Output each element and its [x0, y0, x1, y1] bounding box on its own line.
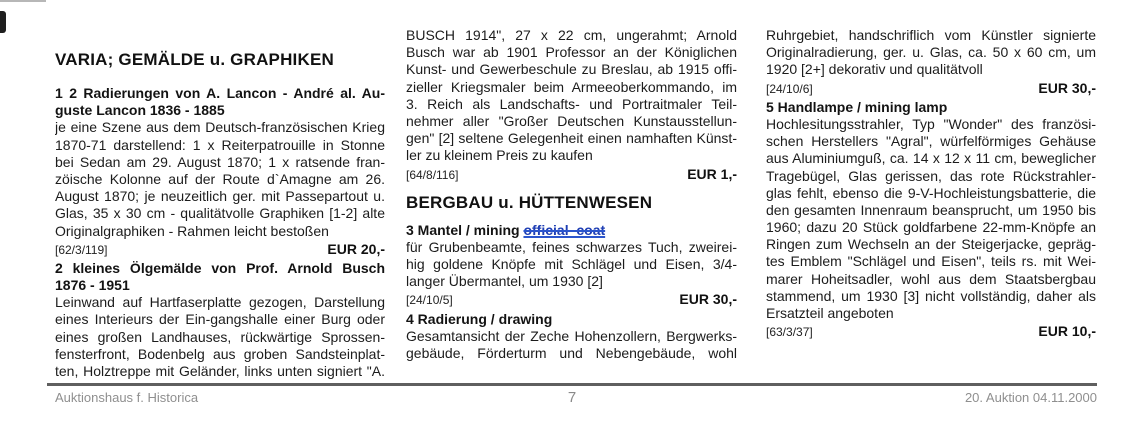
- body-line: ten, Holztreppe mit Geländer, links unten signiert "A.: [55, 363, 385, 379]
- item-title: [766, 99, 1096, 116]
- body-line: Leinwand auf Hartfaserplatte gezogen, Darstellung: [55, 294, 385, 311]
- item-description: [406, 328, 737, 362]
- ref-price-row: [55, 241, 385, 258]
- footer-page-number: 7: [567, 389, 577, 406]
- body-line: langer Übermantel, um 1930 [2]: [406, 273, 603, 290]
- footer-publisher: Auktionshaus f. Historica: [55, 390, 199, 405]
- body-line: tes Emblem "Schlägel und Eisen", teils rs. mit Wei-: [766, 253, 1096, 270]
- lot-ref-code: [24/10/6]: [766, 81, 813, 96]
- footer-rule: [47, 383, 1097, 386]
- body-line: nehmer aller "Großer Deutschen Kunstausstellun-: [406, 112, 737, 129]
- item-description: [766, 116, 1096, 322]
- item-description: [766, 27, 1096, 79]
- item-description: [55, 294, 385, 380]
- body-line: 1960; dazu 20 Stück goldfarbene 22-mm-Knöpfe an: [766, 219, 1096, 236]
- body-line: eines Interieurs der Ein-gangshalle einer Burg oder: [55, 311, 385, 328]
- body-line: BUSCH 1914", 27 x 22 cm, ungerahmt; Arnold: [406, 27, 737, 43]
- lot-price: EUR 30,-: [1038, 79, 1096, 96]
- lot-price: EUR 20,-: [327, 240, 385, 257]
- body-line: fensterfront, Bodenbelg aus groben Sandsteinplat-: [55, 345, 385, 362]
- item-title: [55, 85, 385, 119]
- body-line: aus Aluminiumguß, ca. 14 x 12 x 11 cm, beweglicher: [766, 150, 1096, 167]
- item-title-line: 2 kleines Ölgemälde von Prof. Arnold Busch: [55, 259, 385, 276]
- body-line: Hochlesitungsstrahler, Typ "Wonder" des französi-: [766, 115, 1096, 132]
- item-description: [55, 119, 385, 239]
- body-line: je eine Szene aus dem Deutsch-französischen Krieg: [55, 119, 385, 136]
- item-title-line: 5 Handlampe / mining lamp: [766, 98, 948, 115]
- page-footer: [47, 390, 1097, 406]
- body-line: August 1870; je neuzeitlich ger. mit Passepartout u.: [55, 188, 385, 205]
- body-line: Gesamtansicht der Zeche Hohenzollern, Bergwerks-: [406, 327, 737, 344]
- item-title-line: 1876 - 1951: [55, 277, 130, 294]
- body-line: Ersatzteil angeboten: [766, 305, 894, 321]
- section-heading: VARIA; GEMÄLDE u. GRAPHIKEN: [55, 50, 334, 69]
- item-title-line: [406, 222, 737, 239]
- item-title-line: 1 2 Radierungen von A. Lancon - André al. Au-: [55, 85, 385, 101]
- item-description: [406, 27, 737, 165]
- body-line: den gesamten Innenraum beansprucht, um 1950 bis: [766, 201, 1096, 218]
- body-line: 3. Reich als Landschafts- und Portraitmaler Teil-: [406, 95, 737, 112]
- body-line: zieller Kriegsmaler beim Armeeoberkommando, im: [406, 78, 737, 95]
- body-line: gen" [2] seltene Gelegenheit einen namhaften Künst-: [406, 130, 737, 147]
- body-line: Busch war ab 1901 Professor an der Königlichen: [406, 44, 737, 61]
- body-line: glas fehlt, ebenso die 9-V-Hochleistungsbatterie, die: [766, 184, 1096, 201]
- body-line: gebäude, Förderturm und Nebengebäude, wohl: [406, 345, 737, 361]
- struck-edit-text: official coat: [523, 221, 606, 238]
- item-description: [406, 239, 737, 291]
- ref-price-row: [406, 291, 737, 308]
- body-line: 1870-71 darstellend: 1 x Reiterpatrouille in Stonne: [55, 136, 385, 153]
- item-title-line: 4 Radierung / drawing: [406, 310, 553, 327]
- item-title: [55, 260, 385, 294]
- ref-price-row: [766, 80, 1096, 97]
- lot-ref-code: [62/3/119]: [55, 242, 108, 257]
- body-line: Ruhrgebiet, handschriflich vom Künstler signierte: [766, 27, 1096, 43]
- column-left: [55, 0, 385, 380]
- body-line: bei Sedan am 29. August 1870; 1 x ratsende fran-: [55, 153, 385, 170]
- body-line: Originalgraphiken - Rahmen leicht bestoßen: [55, 222, 329, 239]
- lot-price: EUR 1,-: [687, 165, 737, 182]
- lot-ref-code: [63/3/37]: [766, 325, 813, 340]
- section-heading: BERGBAU u. HÜTTENWESEN: [406, 192, 653, 212]
- body-line: ler zu kleinem Preis zu kaufen: [406, 147, 593, 164]
- lot-price: EUR 30,-: [679, 291, 737, 308]
- body-line: Glas, 35 x 30 cm - qualitätvolle Graphiken [1-2] alte: [55, 205, 385, 222]
- body-line: Kunst- und Gewerbeschule zu Breslau, ab 1915 offi-: [406, 61, 737, 78]
- ref-price-row: [766, 323, 1096, 340]
- item-title: [406, 222, 737, 239]
- column-right: [766, 0, 1096, 340]
- scan-blob-artifact: [0, 11, 6, 33]
- body-line: 1920 [2+] dekorativ und qualitätvoll: [766, 61, 983, 78]
- item-title-line: guste Lancon 1836 - 1885: [55, 102, 225, 119]
- ref-price-row: [406, 166, 737, 183]
- body-line: Originalradierung, ger. u. Glas, ca. 50 x 60 cm, um: [766, 44, 1096, 61]
- body-line: Tragebügel, Glas gerissen, das rote Rückstrahler-: [766, 167, 1096, 184]
- body-line: schen Herstellers "Agral", würfelförmiges Gehäuse: [766, 133, 1096, 150]
- item-title-text: 3 Mantel / mining: [406, 221, 524, 238]
- body-line: marer Hoheitsadler, wohl aus dem Staatsbergbau: [766, 270, 1096, 287]
- body-line: zöische Kolonne auf der Route d`Amagne am 26.: [55, 170, 385, 187]
- footer-auction-date: 20. Auktion 04.11.2000: [964, 390, 1097, 405]
- body-line: stammend, um 1930 [3] nicht vollständig, daher als: [766, 287, 1096, 304]
- item-title: [406, 311, 737, 328]
- body-line: für Grubenbeamte, feines schwarzes Tuch, zweirei-: [406, 238, 737, 255]
- lot-ref-code: [64/8/116]: [406, 167, 459, 182]
- body-line: hig goldene Knöpfe mit Schlägel und Eisen, 3/4-: [406, 256, 737, 273]
- lot-price: EUR 10,-: [1038, 323, 1096, 340]
- body-line: Ringen zum Wechseln an der Steigerjacke, gepräg-: [766, 236, 1096, 253]
- column-middle: [406, 0, 737, 362]
- scan-edge-artifact: [0, 0, 46, 2]
- lot-ref-code: [24/10/5]: [406, 293, 453, 308]
- body-line: eines großen Landhauses, rückwärtige Sprossen-: [55, 328, 385, 345]
